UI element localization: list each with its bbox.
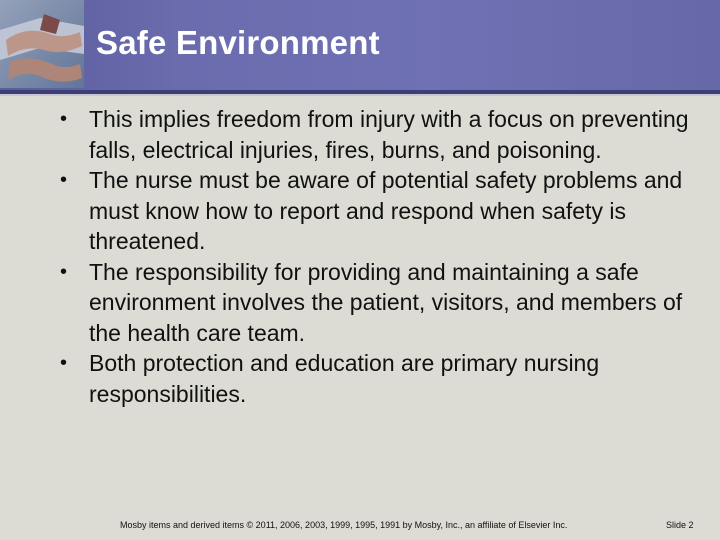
title-bar — [0, 0, 720, 90]
bullet-dot-icon: • — [60, 108, 68, 130]
bullet-list — [60, 104, 700, 409]
slide-title: Safe Environment — [96, 24, 380, 61]
bullet-dot-icon: • — [60, 352, 68, 374]
bullet-text: Both protection and education are primary nursing responsibilities. — [89, 350, 600, 407]
bullet-text: The responsibility for providing and maintaining a safe environment involves the patient, visitors, and members of the health care team. — [89, 258, 683, 346]
bullet-dot-icon: • — [60, 260, 68, 283]
copyright-footer: Mosby items and derived items © 2011, 2006, 2003, 1999, 1995, 1991 by Mosby, Inc., an affiliate of Elsevier Inc. — [120, 520, 568, 530]
bullet-item — [60, 257, 700, 349]
bullet-item — [60, 165, 700, 257]
bullet-item — [60, 104, 700, 165]
bullet-item — [60, 348, 700, 409]
slide-number: Slide 2 — [666, 520, 694, 530]
hands-photo-icon — [0, 0, 84, 88]
bullet-dot-icon: • — [60, 169, 68, 191]
title-divider-highlight — [0, 94, 720, 96]
bullet-text: This implies freedom from injury with a focus on preventing falls, electrical injuries, fires, burns, and poisoning. — [89, 106, 689, 163]
bullet-text: The nurse must be aware of potential safety problems and must know how to report and respond when safety is threatened. — [89, 167, 683, 254]
